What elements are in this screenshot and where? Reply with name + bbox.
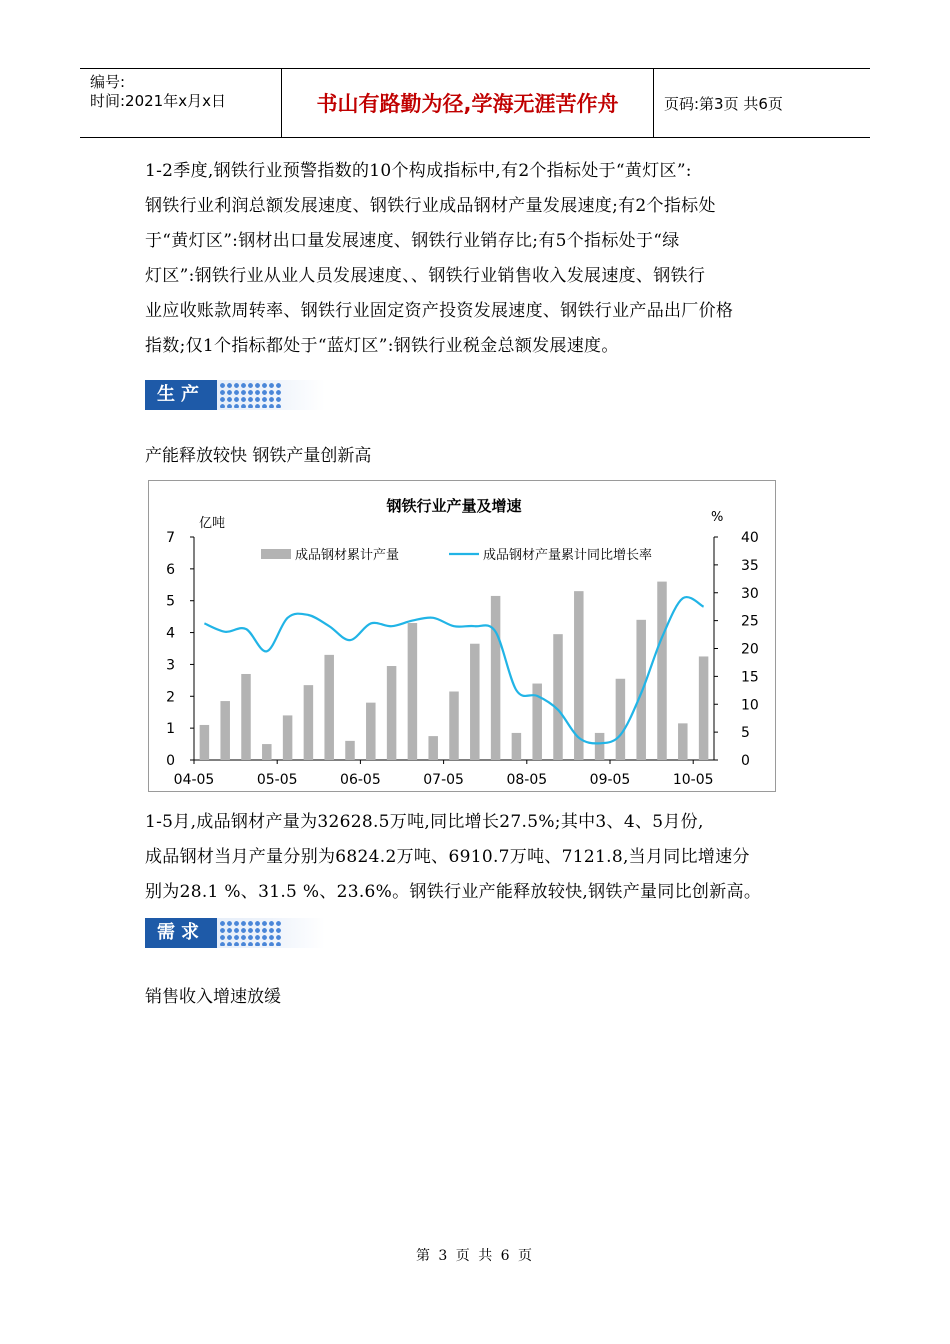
x-tick-label: 10-05 [672,772,714,788]
x-tick-label: 04-05 [173,772,215,788]
paragraph-indicators [145,154,810,364]
text-line: 钢铁行业利润总额发展速度、钢铁行业成品钢材产量发展速度;有2个指标处 [145,196,716,216]
text-line: 灯区”:钢铁行业从业人员发展速度、、钢铁行业销售收入发展速度、钢铁行 [145,266,706,286]
bar [408,623,418,760]
text-line: 别为28.1 %、31.5 %、23.6%。钢铁行业产能释放较快,钢铁产量同比创新高。 [145,882,762,902]
bar [699,656,709,760]
y-left-tick-label: 1 [166,721,175,738]
y-right-label: % [711,510,724,525]
text-line: 成品钢材当月产量分别为6824.2万吨、6910.7万吨、7121.8,当月同比增速分 [145,847,750,867]
bar [220,701,230,760]
text-line: 1-5月,成品钢材产量为32628.5万吨,同比增长27.5%;其中3、4、5月份, [145,812,704,832]
text-line: 于“黄灯区”:钢材出口量发展速度、钢铁行业销存比;有5个指标处于“绿 [145,231,680,251]
y-right-tick-label: 30 [741,585,759,602]
y-right-tick-label: 20 [741,641,759,658]
bar [387,666,397,760]
x-tick-label: 09-05 [589,772,631,788]
bar [449,692,459,760]
page-header [80,68,870,138]
chart-frame [148,480,776,792]
header-meta [80,69,282,137]
bar [657,582,667,760]
bar [553,634,563,760]
y-right-tick-label: 35 [741,557,759,574]
dots-decoration [219,920,283,946]
chart-title: 钢铁行业产量及增速 [386,497,522,515]
y-left-tick-label: 4 [166,625,175,642]
bar [491,596,501,760]
legend-swatch-bar [261,549,291,559]
y-right-tick-label: 10 [741,697,759,714]
y-left-tick-label: 3 [166,657,175,674]
bar [345,741,355,760]
number-label: 编号: [90,73,126,91]
bar [200,725,210,760]
y-right-tick-label: 0 [741,753,750,769]
text-line: 指数;仅1个指标都处于“蓝灯区”:钢铁行业税金总额发展速度。 [145,336,619,356]
x-tick-label: 05-05 [256,772,298,788]
x-tick-label: 08-05 [506,772,548,788]
x-tick-label: 06-05 [340,772,381,788]
y-left-tick-label: 5 [166,593,175,610]
section-banner-demand [145,918,325,948]
bar [262,744,272,760]
section-banner-production [145,380,325,410]
bar [366,703,376,760]
bar [678,723,688,760]
bar [304,685,314,760]
text-line: 1-2季度,钢铁行业预警指数的10个构成指标中,有2个指标处于“黄灯区”: [145,161,692,181]
section-title: 生产 [145,380,217,410]
text-line: 业应收账款周转率、钢铁行业固定资产投资发展速度、钢铁行业产品出厂价格 [145,301,734,321]
y-right-tick-label: 40 [741,530,759,546]
y-left-tick-label: 2 [166,689,175,706]
time-label: 时间:2021年x月x日 [90,92,226,110]
bar [241,674,251,760]
y-right-tick-label: 5 [741,725,750,742]
bar [595,733,605,760]
y-left-tick-label: 6 [166,561,175,578]
legend-label-line: 成品钢材产量累计同比增长率 [483,548,653,563]
y-left-tick-label: 0 [166,753,175,769]
page-label: 页码:第3页 共6页 [664,94,783,113]
production-chart [149,481,775,791]
paragraph-production [145,805,810,910]
motto: 书山有路勤为径,学海无涯苦作舟 [282,69,654,137]
demand-subtitle: 销售收入增速放缓 [145,987,281,1007]
page-footer: 第 3 页 共 6 页 [415,1248,535,1264]
section-title: 需求 [145,918,217,948]
y-left-label: 亿吨 [199,516,226,531]
y-left-tick-label: 7 [166,530,175,546]
y-right-tick-label: 25 [741,613,759,630]
y-right-tick-label: 15 [741,669,759,686]
bar [428,736,438,760]
bar [324,655,334,760]
bar [283,715,293,760]
bar [512,733,522,760]
bar [470,644,480,760]
bar [616,679,626,760]
production-subtitle: 产能释放较快 钢铁产量创新高 [145,446,372,466]
dots-decoration [219,382,283,408]
x-tick-label: 07-05 [423,772,464,788]
bar [636,620,646,760]
legend-label-bar: 成品钢材累计产量 [295,548,400,563]
